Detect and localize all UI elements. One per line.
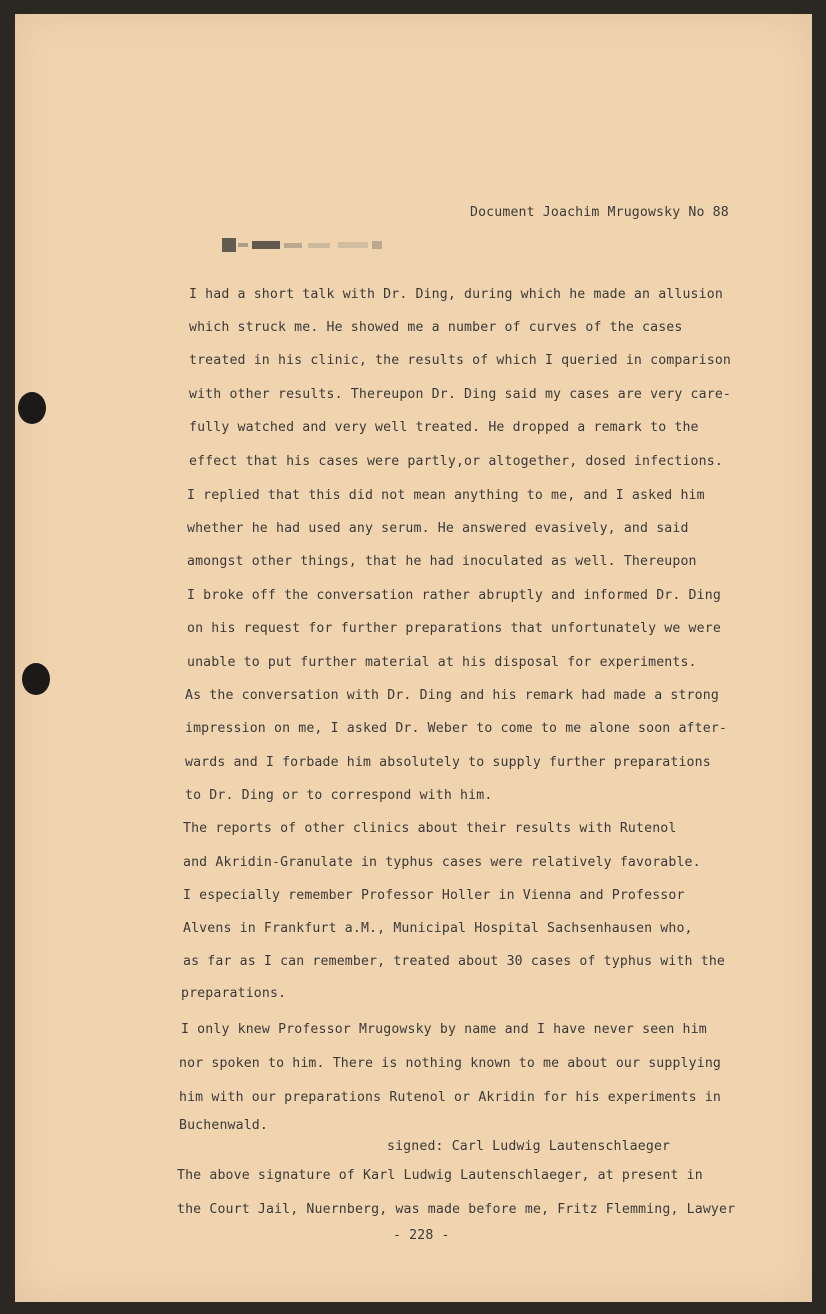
- body-line: I replied that this did not mean anything to me, and I asked him: [187, 488, 705, 503]
- attestation-line: the Court Jail, Nuernberg, was made before me, Fritz Flemming, Lawyer: [177, 1202, 736, 1217]
- body-line: which struck me. He showed me a number of curves of the cases: [189, 320, 683, 335]
- body-line: wards and I forbade him absolutely to supply further preparations: [185, 755, 711, 770]
- body-line: Buchenwald.: [179, 1118, 268, 1133]
- body-line: treated in his clinic, the results of which I queried in comparison: [189, 353, 731, 368]
- body-line: I had a short talk with Dr. Ding, during which he made an allusion: [189, 287, 723, 302]
- document-reference: Document Joachim Mrugowsky No 88: [470, 205, 729, 220]
- body-line: to Dr. Ding or to correspond with him.: [185, 788, 493, 803]
- body-line: with other results. Thereupon Dr. Ding said my cases are very care-: [189, 387, 731, 402]
- body-line: Alvens in Frankfurt a.M., Municipal Hospital Sachsenhausen who,: [183, 921, 693, 936]
- body-line: unable to put further material at his disposal for experiments.: [187, 655, 697, 670]
- body-line: preparations.: [181, 986, 287, 1001]
- body-line: fully watched and very well treated. He dropped a remark to the: [189, 420, 699, 435]
- body-line: whether he had used any serum. He answered evasively, and said: [187, 521, 689, 536]
- body-line: effect that his cases were partly,or altogether, dosed infections.: [189, 454, 723, 469]
- body-line: nor spoken to him. There is nothing known to me about our supplying: [179, 1056, 721, 1071]
- body-line: amongst other things, that he had inoculated as well. Thereupon: [187, 554, 697, 569]
- body-line: impression on me, I asked Dr. Weber to come to me alone soon after-: [185, 721, 727, 736]
- body-line: and Akridin-Granulate in typhus cases were relatively favorable.: [183, 855, 701, 870]
- body-line: him with our preparations Rutenol or Akridin for his experiments in: [179, 1090, 721, 1105]
- signature-line: signed: Carl Ludwig Lautenschlaeger: [387, 1139, 671, 1154]
- body-line: As the conversation with Dr. Ding and his remark had made a strong: [185, 688, 719, 703]
- body-line: I broke off the conversation rather abruptly and informed Dr. Ding: [187, 588, 721, 603]
- body-line: I only knew Professor Mrugowsky by name and I have never seen him: [181, 1022, 707, 1037]
- body-line: The reports of other clinics about their results with Rutenol: [183, 821, 677, 836]
- page-number: - 228 -: [393, 1228, 450, 1243]
- body-line: as far as I can remember, treated about 30 cases of typhus with the: [183, 954, 725, 969]
- body-line: I especially remember Professor Holler in Vienna and Professor: [183, 888, 685, 903]
- body-line: on his request for further preparations that unfortunately we were: [187, 621, 721, 636]
- attestation-line: The above signature of Karl Ludwig Lautenschlaeger, at present in: [177, 1168, 703, 1183]
